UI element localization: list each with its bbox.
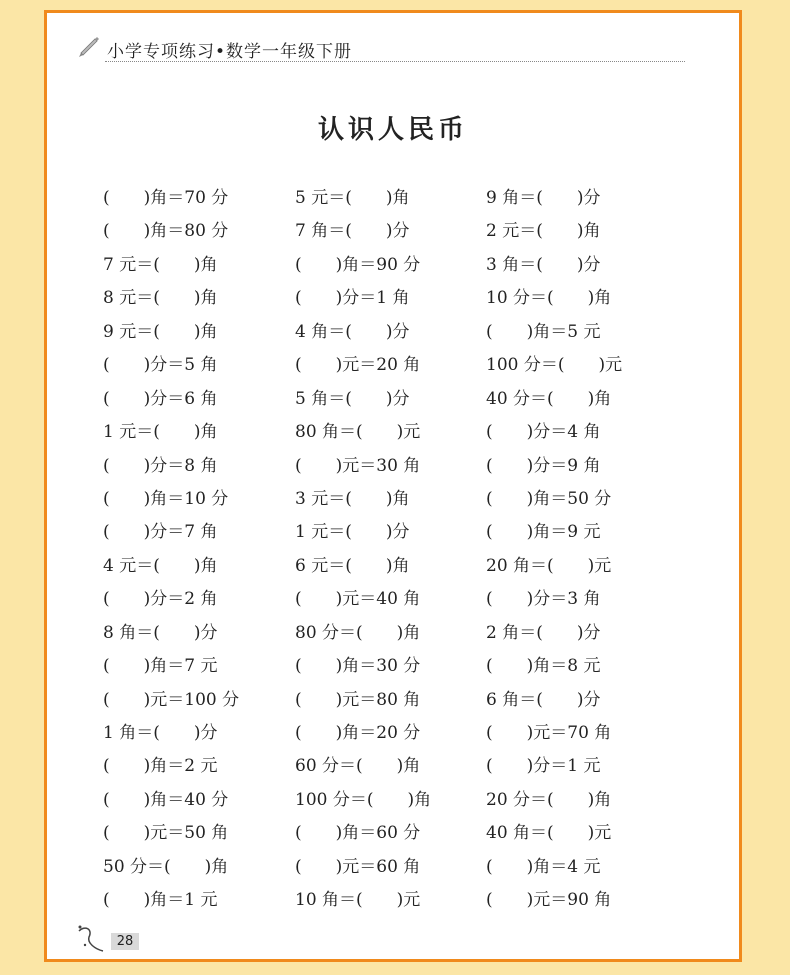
exercise-item: ( )角＝2 元 bbox=[103, 756, 218, 777]
swirl-icon bbox=[75, 923, 107, 953]
exercise-row bbox=[103, 688, 703, 721]
exercise-item: 100 分＝( )角 bbox=[295, 789, 432, 810]
exercise-row bbox=[103, 320, 703, 353]
exercise-item: 7 元＝( )角 bbox=[103, 254, 218, 275]
exercise-item: ( )角＝50 分 bbox=[486, 488, 612, 509]
exercise-item: 80 分＝( )角 bbox=[295, 622, 421, 643]
exercise-item: 9 角＝( )分 bbox=[486, 188, 601, 208]
exercise-item: ( )角＝30 分 bbox=[295, 656, 421, 677]
exercise-item: ( )分＝8 角 bbox=[103, 455, 218, 476]
exercise-item: 100 分＝( )元 bbox=[486, 355, 623, 376]
exercise-grid bbox=[103, 186, 703, 922]
exercise-row bbox=[103, 654, 703, 687]
page-footer bbox=[75, 923, 155, 953]
exercise-item: 9 元＝( )角 bbox=[103, 321, 218, 342]
exercise-item: ( )元＝100 分 bbox=[103, 689, 240, 710]
exercise-item: 5 角＝( )分 bbox=[295, 388, 410, 409]
exercise-item: 5 元＝( )角 bbox=[295, 188, 410, 208]
exercise-item: ( )分＝1 角 bbox=[295, 288, 410, 309]
exercise-item: ( )角＝9 元 bbox=[486, 522, 601, 543]
exercise-item: ( )角＝10 分 bbox=[103, 488, 229, 509]
exercise-item: ( )角＝60 分 bbox=[295, 823, 421, 844]
exercise-item: ( )元＝80 角 bbox=[295, 689, 421, 710]
exercise-row bbox=[103, 888, 703, 921]
exercise-row bbox=[103, 855, 703, 888]
exercise-item: 10 角＝( )元 bbox=[295, 890, 421, 911]
page-number: 28 bbox=[111, 933, 139, 950]
exercise-row bbox=[103, 587, 703, 620]
exercise-row bbox=[103, 253, 703, 286]
exercise-item: ( )角＝1 元 bbox=[103, 890, 218, 911]
exercise-item: ( )分＝3 角 bbox=[486, 589, 601, 610]
exercise-item: ( )角＝5 元 bbox=[486, 321, 601, 342]
exercise-item: 40 角＝( )元 bbox=[486, 823, 612, 844]
exercise-item: 1 元＝( )分 bbox=[295, 522, 410, 543]
exercise-row bbox=[103, 387, 703, 420]
exercise-item: ( )元＝70 角 bbox=[486, 723, 612, 743]
exercise-item: ( )分＝1 元 bbox=[486, 756, 601, 777]
exercise-item: ( )分＝6 角 bbox=[103, 388, 218, 409]
exercise-item: 10 分＝( )角 bbox=[486, 288, 612, 309]
exercise-row bbox=[103, 721, 703, 754]
exercise-item: 6 角＝( )分 bbox=[486, 689, 601, 710]
exercise-item: ( )元＝30 角 bbox=[295, 455, 421, 476]
exercise-item: ( )元＝90 角 bbox=[486, 890, 612, 911]
exercise-item: ( )角＝70 分 bbox=[103, 188, 229, 208]
page-title: 认识人民币 bbox=[317, 115, 468, 145]
exercise-row bbox=[103, 821, 703, 854]
exercise-item: 4 角＝( )分 bbox=[295, 321, 410, 342]
exercise-item: 8 角＝( )分 bbox=[103, 622, 218, 643]
exercise-item: ( )角＝20 分 bbox=[295, 723, 421, 743]
exercise-item: 20 角＝( )元 bbox=[486, 555, 612, 576]
exercise-item: ( )角＝90 分 bbox=[295, 254, 421, 275]
exercise-row bbox=[103, 520, 703, 553]
exercise-item: ( )分＝5 角 bbox=[103, 355, 218, 376]
page-header bbox=[75, 29, 685, 69]
exercise-item: ( )元＝50 角 bbox=[103, 823, 229, 844]
exercise-item: 3 角＝( )分 bbox=[486, 254, 601, 275]
exercise-row bbox=[103, 186, 703, 219]
exercise-row bbox=[103, 754, 703, 787]
exercise-item: 3 元＝( )角 bbox=[295, 488, 410, 509]
exercise-item: 1 角＝( )分 bbox=[103, 723, 218, 743]
exercise-item: 1 元＝( )角 bbox=[103, 422, 218, 443]
exercise-item: ( )角＝80 分 bbox=[103, 221, 229, 242]
exercise-row bbox=[103, 487, 703, 520]
exercise-item: ( )元＝40 角 bbox=[295, 589, 421, 610]
exercise-item: ( )分＝4 角 bbox=[486, 422, 601, 443]
exercise-row bbox=[103, 420, 703, 453]
exercise-item: 60 分＝( )角 bbox=[295, 756, 421, 777]
exercise-item: 6 元＝( )角 bbox=[295, 555, 410, 576]
exercise-row bbox=[103, 219, 703, 252]
exercise-item: 8 元＝( )角 bbox=[103, 288, 218, 309]
header-title: 小学专项练习•数学一年级下册 bbox=[107, 42, 353, 62]
exercise-row bbox=[103, 454, 703, 487]
exercise-item: ( )角＝7 元 bbox=[103, 656, 218, 677]
exercise-row bbox=[103, 621, 703, 654]
exercise-item: ( )分＝7 角 bbox=[103, 522, 218, 543]
exercise-item: 2 角＝( )分 bbox=[486, 622, 601, 643]
exercise-item: 20 分＝( )角 bbox=[486, 789, 612, 810]
exercise-row bbox=[103, 788, 703, 821]
exercise-item: 2 元＝( )角 bbox=[486, 221, 601, 242]
exercise-item: ( )角＝8 元 bbox=[486, 656, 601, 677]
exercise-item: ( )分＝2 角 bbox=[103, 589, 218, 610]
exercise-row bbox=[103, 353, 703, 386]
header-divider bbox=[105, 61, 685, 62]
exercise-item: 40 分＝( )角 bbox=[486, 388, 612, 409]
exercise-item: ( )角＝4 元 bbox=[486, 856, 601, 877]
exercise-item: 80 角＝( )元 bbox=[295, 422, 421, 443]
exercise-item: ( )元＝20 角 bbox=[295, 355, 421, 376]
pencil-icon bbox=[77, 33, 99, 57]
worksheet-page bbox=[44, 10, 742, 962]
exercise-item: 7 角＝( )分 bbox=[295, 221, 410, 242]
exercise-item: ( )元＝60 角 bbox=[295, 856, 421, 877]
exercise-item: ( )角＝40 分 bbox=[103, 789, 229, 810]
exercise-item: 4 元＝( )角 bbox=[103, 555, 218, 576]
exercise-item: 50 分＝( )角 bbox=[103, 856, 229, 877]
exercise-row bbox=[103, 286, 703, 319]
exercise-row bbox=[103, 554, 703, 587]
exercise-item: ( )分＝9 角 bbox=[486, 455, 601, 476]
